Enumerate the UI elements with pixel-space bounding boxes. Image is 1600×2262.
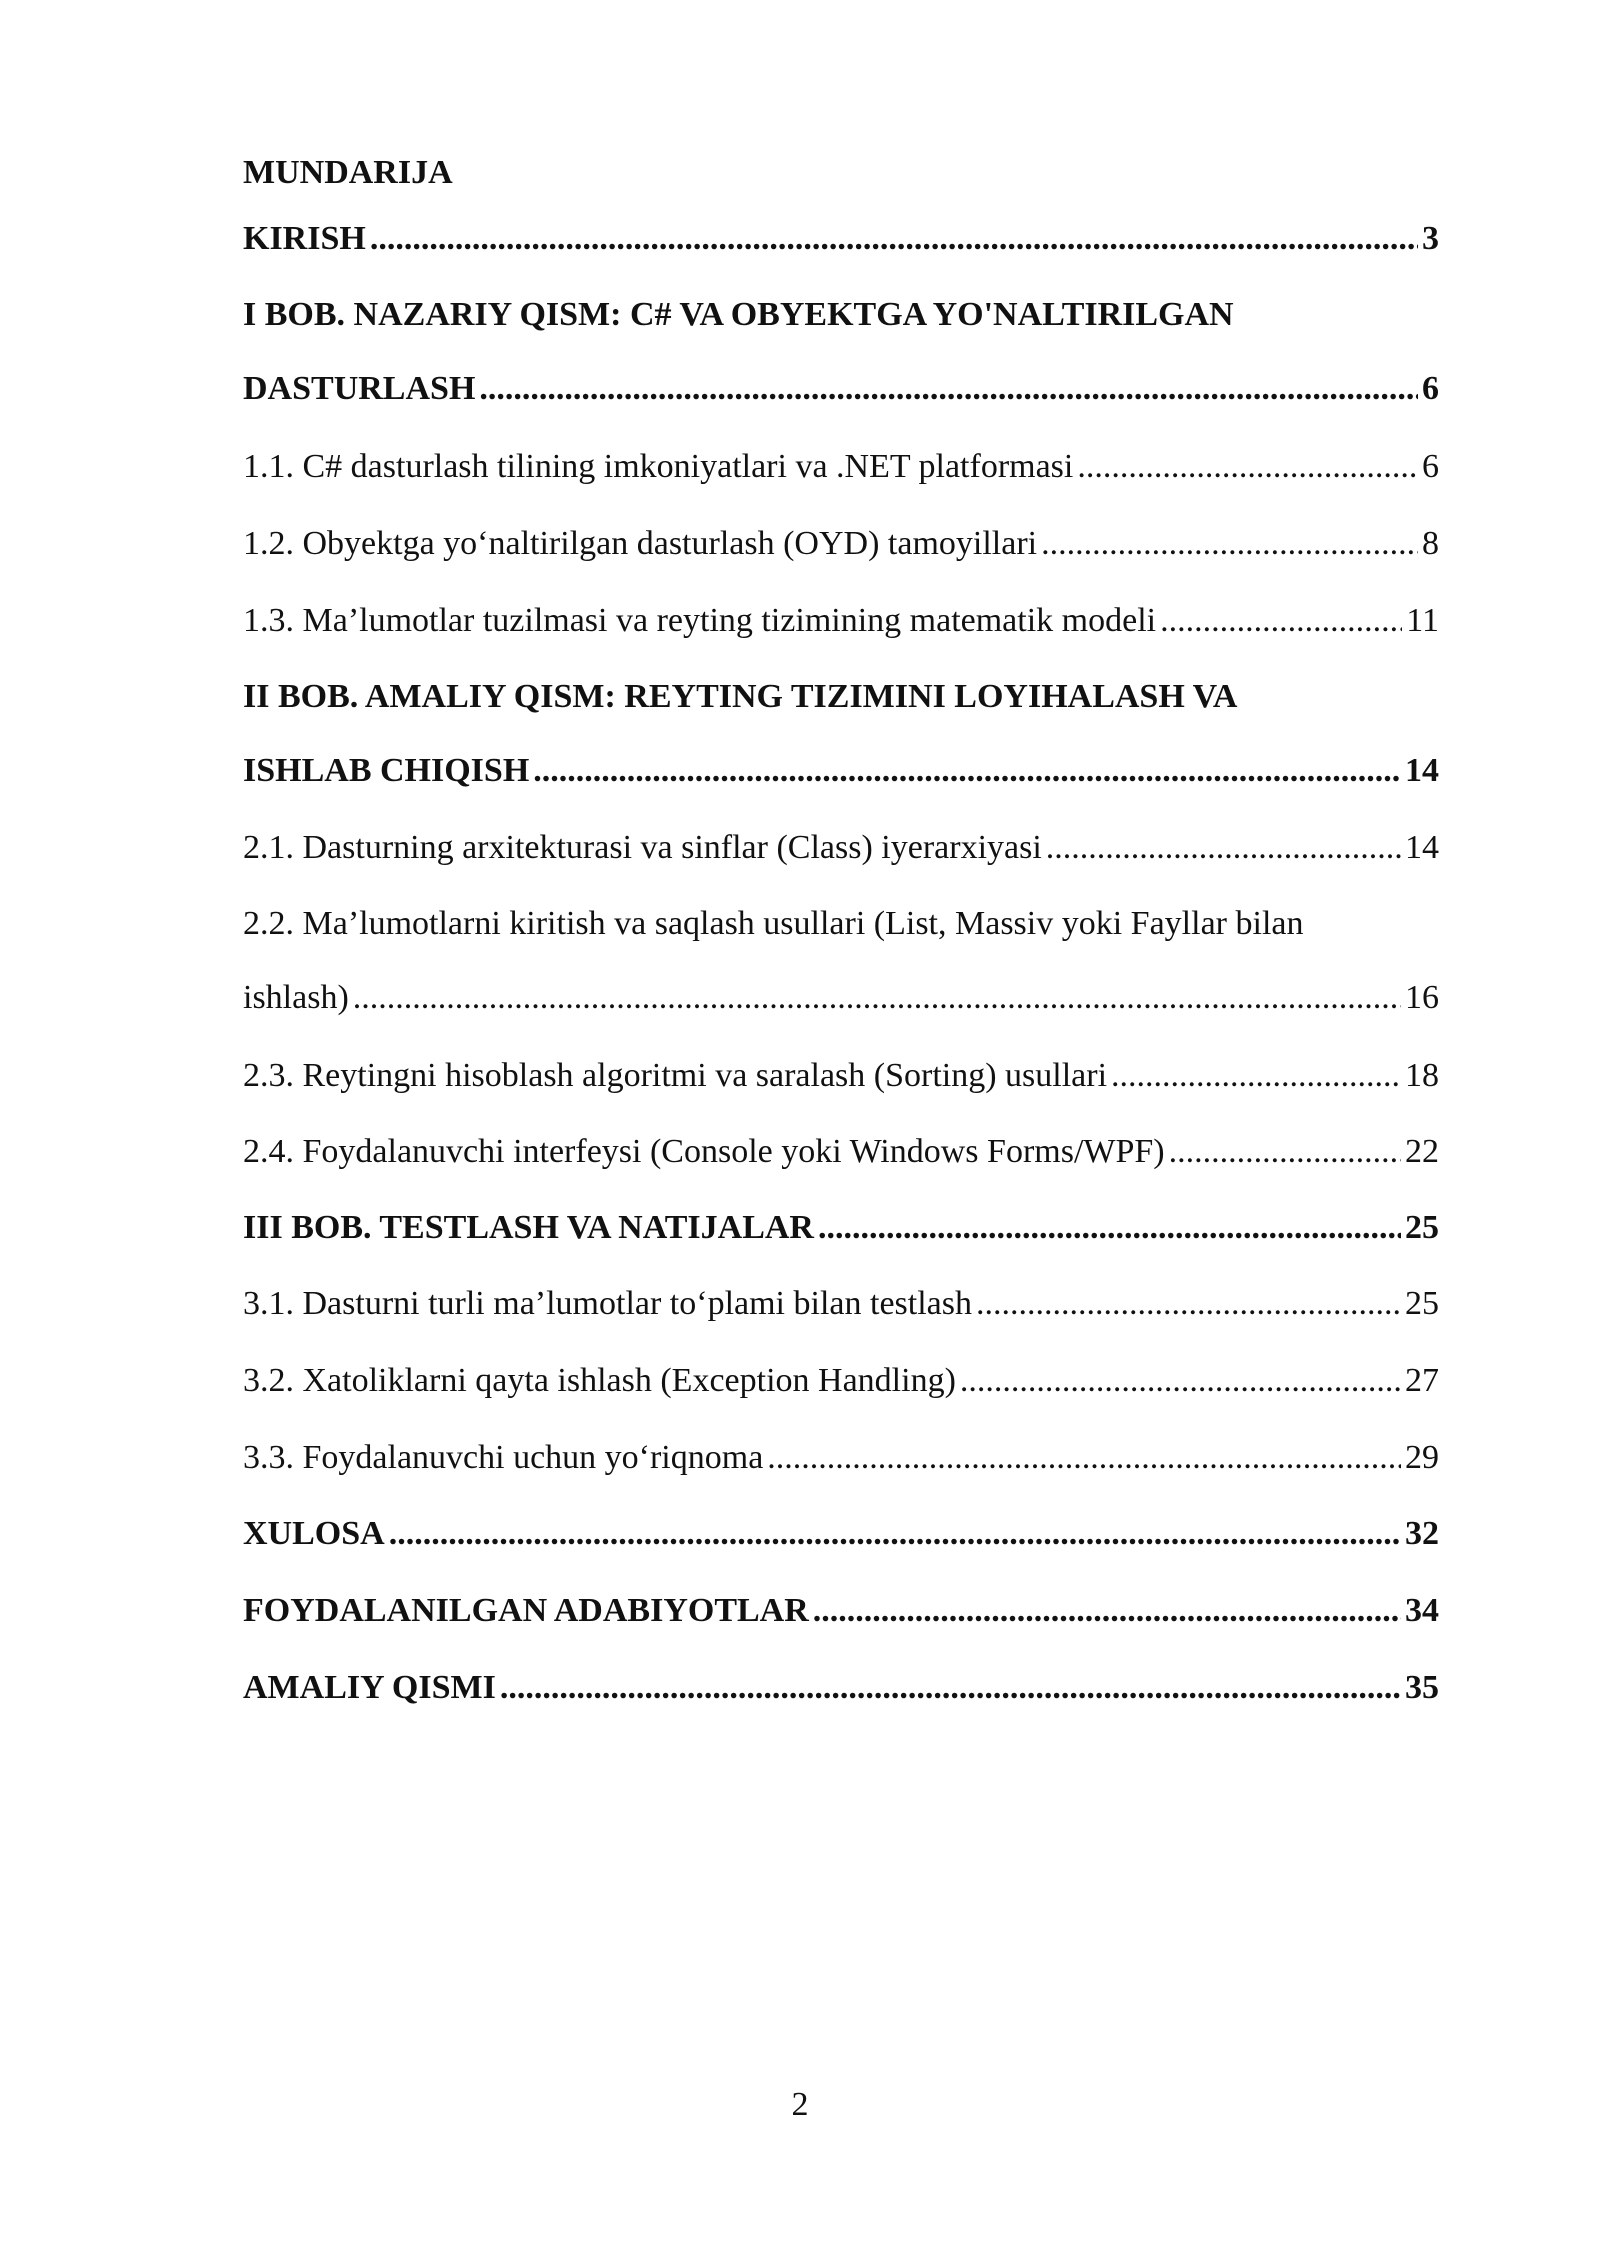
toc-entry-title: 2.3. Reytingni hisoblash algoritmi va saralash (Sorting) usullari xyxy=(243,1057,1108,1094)
toc-entry-page: 18 xyxy=(1405,1057,1439,1094)
toc-entry-title: ISHLAB CHIQISH xyxy=(243,752,530,789)
toc-heading: MUNDARIJA xyxy=(243,154,453,191)
toc-entry-title: XULOSA xyxy=(243,1515,385,1552)
toc-entry-page: 34 xyxy=(1405,1592,1439,1629)
toc-entry-page: 14 xyxy=(1405,752,1439,789)
toc-entry-title: 2.4. Foydalanuvchi interfeysi (Console yoki Windows Forms/WPF) xyxy=(243,1133,1165,1170)
dot-leader xyxy=(767,1437,1401,1479)
dot-leader xyxy=(960,1360,1401,1402)
toc-entry-page: 8 xyxy=(1422,525,1439,562)
dot-leader xyxy=(533,750,1401,792)
toc-entry-title: AMALIY QISMI xyxy=(243,1669,496,1706)
toc-entry-page: 16 xyxy=(1405,979,1439,1016)
toc-entry-page: 27 xyxy=(1405,1362,1439,1399)
toc-entry-page: 6 xyxy=(1422,370,1439,407)
page-number: 2 xyxy=(791,2086,809,2123)
toc-entry-title: 2.1. Dasturning arxitekturasi va sinflar (Class) iyerarxiyasi xyxy=(243,829,1042,866)
dot-leader xyxy=(1046,827,1401,869)
toc-entry-title: 3.1. Dasturni turli ma’lumotlar to‘plami bilan testlash xyxy=(243,1285,972,1322)
dot-leader xyxy=(479,368,1418,410)
dot-leader xyxy=(813,1590,1401,1632)
toc-entry-title-line1: 2.2. Ma’lumotlarni kiritish va saqlash usullari (List, Massiv yoki Fayllar bilan xyxy=(243,905,1304,942)
dot-leader xyxy=(1160,600,1402,642)
toc-entry-page: 22 xyxy=(1405,1133,1439,1170)
toc-entry-title-line1: I BOB. NAZARIY QISM: C# VA OBYEKTGA YO'NALTIRILGAN xyxy=(243,296,1234,333)
dot-leader xyxy=(1111,1055,1401,1097)
dot-leader xyxy=(1077,446,1418,488)
toc-entry-title: ishlash) xyxy=(243,979,349,1016)
toc-entry-title: 1.3. Ma’lumotlar tuzilmasi va reyting tizimining matematik modeli xyxy=(243,602,1157,639)
toc-entry-page: 6 xyxy=(1422,448,1439,485)
dot-leader xyxy=(500,1667,1401,1709)
toc-entry-page: 35 xyxy=(1405,1669,1439,1706)
toc-entry-page: 11 xyxy=(1406,602,1439,639)
toc-entry-title: DASTURLASH xyxy=(243,370,476,407)
toc-entry-title: 3.2. Xatoliklarni qayta ishlash (Exception Handling) xyxy=(243,1362,956,1399)
toc-entry-title: 1.2. Obyektga yo‘naltirilgan dasturlash (OYD) tamoyillari xyxy=(243,525,1038,562)
dot-leader xyxy=(370,218,1418,260)
dot-leader xyxy=(1041,523,1418,565)
toc-entry-page: 32 xyxy=(1405,1515,1439,1552)
toc-entry-title: 1.1. C# dasturlash tilining imkoniyatlari va .NET platformasi xyxy=(243,448,1074,485)
dot-leader xyxy=(976,1283,1401,1325)
toc-entry-page: 29 xyxy=(1405,1439,1439,1476)
toc-entry-title: III BOB. TESTLASH VA NATIJALAR xyxy=(243,1209,814,1246)
toc-entry-title: 3.3. Foydalanuvchi uchun yo‘riqnoma xyxy=(243,1439,764,1476)
dot-leader xyxy=(353,977,1401,1019)
toc-entry-title-line1: II BOB. AMALIY QISM: REYTING TIZIMINI LOYIHALASH VA xyxy=(243,678,1238,715)
dot-leader xyxy=(1169,1131,1401,1173)
dot-leader xyxy=(818,1207,1401,1249)
toc-entry-page: 3 xyxy=(1422,220,1439,257)
toc-entry-title: FOYDALANILGAN ADABIYOTLAR xyxy=(243,1592,809,1629)
toc-entry-title: KIRISH xyxy=(243,220,366,257)
toc-entry-page: 25 xyxy=(1405,1285,1439,1322)
toc-entry-page: 25 xyxy=(1405,1209,1439,1246)
toc-entry-page: 14 xyxy=(1405,829,1439,866)
dot-leader xyxy=(389,1513,1401,1555)
